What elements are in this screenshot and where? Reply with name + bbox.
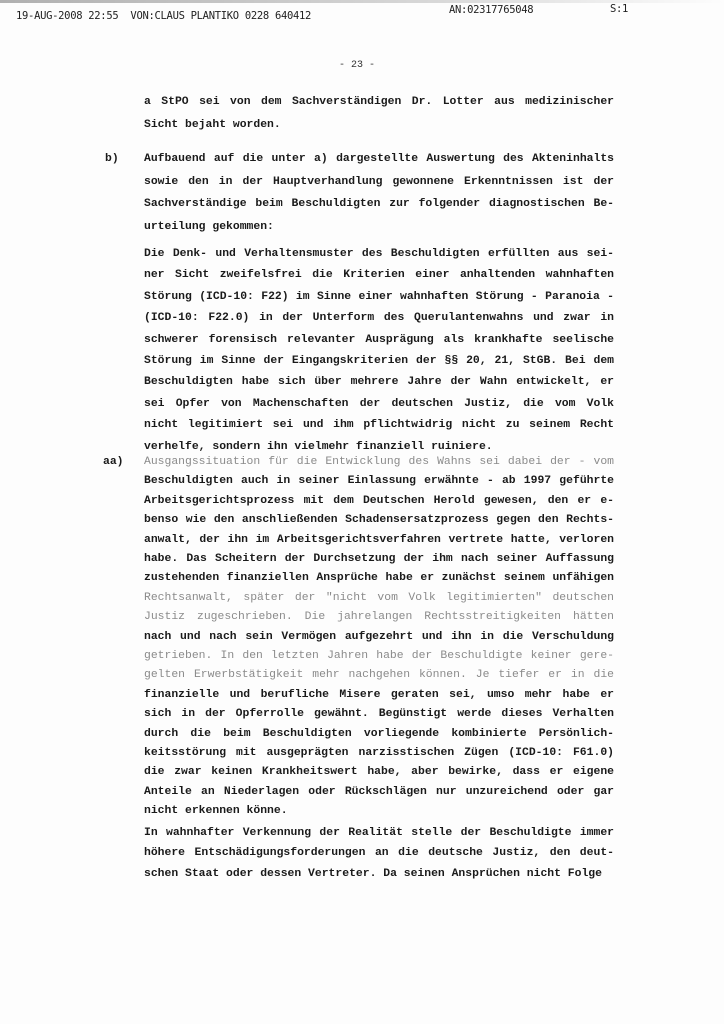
- section-aa-line: Ausgangssituation für die Entwicklung des Wahns sei dabei der - vom: [144, 456, 614, 468]
- section-aa-line: Beschuldigten auch in seiner Einlassung erwähnte - ab 1997 geführte: [144, 475, 614, 488]
- section-aa-line: finanzielle und berufliche Misere geraten sei, umso mehr habe er: [144, 688, 614, 701]
- section-aa-line: durch die beim Beschuldigten vorliegende kombinierte Persönlich-: [144, 727, 614, 740]
- section-aa-line: zustehenden finanziellen Ansprüche habe er zunächst seinem unfähigen: [144, 572, 614, 585]
- fax-sender: VON:CLAUS PLANTIKO 0228 640412: [130, 10, 312, 22]
- section-aa-line: habe. Das Scheitern der Durchsetzung der ihm nach seiner Auffassung: [144, 553, 614, 565]
- section-b-line: sowie den in der Hauptverhandlung gewonnene Erkenntnissen ist der: [144, 175, 614, 188]
- section-b-label: b): [105, 153, 119, 165]
- section-aa-line: die zwar keinen Krankheitswert habe, aber bewirke, dass er eigene: [144, 766, 614, 779]
- section-aa-line: gelten Erwerbstätigkeit mehr nachgehen können. Je tiefer er in die: [144, 669, 614, 682]
- section-b-line: Aufbauend auf die unter a) dargestellte Auswertung des Akteninhalts: [144, 153, 614, 165]
- section-aa-paragraph2-line: In wahnhafter Verkennung der Realität stelle der Beschuldigte immer: [144, 827, 614, 839]
- section-b-paragraph-line: nicht legitimiert sei und ihm pflichtwidrig nicht zu seinem Recht: [144, 419, 614, 432]
- section-aa-line: Justiz zugeschrieben. Die jahrelangen Rechtsstreitigkeiten hätten: [144, 611, 614, 624]
- section-aa-line: Arbeitsgerichtsprozess mit dem Deutschen Herold gewesen, den er e-: [144, 494, 614, 507]
- section-b-paragraph-line: (ICD-10: F22.0) in der Unterform des Querulantenwahns und zwar in: [144, 312, 614, 325]
- section-b-paragraph-line: Störung im Sinne der Eingangskriterien der §§ 20, 21, StGB. Bei dem: [144, 355, 614, 367]
- section-aa-line: nicht erkennen könne.: [144, 805, 288, 818]
- section-b-line: urteilung gekommen:: [144, 220, 274, 233]
- section-aa-line: benso wie den anschließenden Schadensersatzprozess gegen den Rechts-: [144, 514, 614, 527]
- intro-line: a StPO sei von dem Sachverständigen Dr. Lotter aus medizinischer: [144, 96, 614, 108]
- intro-line: Sicht bejaht worden.: [144, 118, 281, 131]
- section-aa-line: sich in der Opferrolle gewähnt. Begünstigt werde dieses Verhalten: [144, 708, 614, 721]
- section-aa-paragraph2-line: schen Staat oder dessen Vertreter. Da seinen Ansprüchen nicht Folge: [144, 867, 602, 880]
- section-aa-line: Rechtsanwalt, später der "nicht vom Volk legitimierten" deutschen: [144, 591, 614, 604]
- section-b-paragraph-line: sei Opfer von Machenschaften der deutschen Justiz, die vom Volk: [144, 397, 614, 410]
- section-aa-line: nach und nach sein Vermögen aufgezehrt und ihn in die Verschuldung: [144, 630, 614, 643]
- section-aa-line: anwalt, der ihn im Arbeitsgerichtsverfahren vertrete hatte, verloren: [144, 533, 614, 546]
- fax-recipient: AN:02317765048: [449, 4, 534, 16]
- section-b-paragraph-line: verhelfe, sondern ihn vielmehr finanziell ruiniere.: [144, 440, 493, 453]
- section-b-line: Sachverständige beim Beschuldigten zur folgender diagnostischen Be-: [144, 198, 614, 210]
- section-b-paragraph-line: Störung (ICD-10: F22) im Sinne einer wahnhaften Störung - Paranoia -: [144, 290, 614, 303]
- fax-date-time: 19-AUG-2008 22:55: [16, 10, 119, 22]
- page-number: - 23 -: [338, 60, 375, 71]
- section-aa-line: keitsstörung mit ausgeprägten narzisstischen Zügen (ICD-10: F61.0): [144, 747, 614, 759]
- section-aa-label: aa): [103, 456, 124, 468]
- fax-page: S:1: [610, 3, 629, 15]
- section-aa-line: Anteile an Niederlagen oder Rückschlägen nur unzureichend oder gar: [144, 785, 614, 798]
- section-aa-line: getrieben. In den letzten Jahren habe der Beschuldigte keiner gere-: [144, 650, 614, 662]
- section-b-paragraph-line: Die Denk- und Verhaltensmuster des Beschuldigten erfüllten aus sei-: [144, 248, 614, 260]
- section-b-paragraph-line: schwerer forensisch relevanter Ausprägung als krankhafte seelische: [144, 333, 614, 346]
- section-b-paragraph-line: ner Sicht zweifelsfrei die Kriterien einer anhaltenden wahnhaften: [144, 269, 614, 282]
- section-b-paragraph-line: Beschuldigten habe sich über mehrere Jahre der Wahn entwickelt, er: [144, 376, 614, 389]
- section-aa-paragraph2-line: höhere Entschädigungsforderungen an die deutsche Justiz, den deut-: [144, 847, 614, 860]
- fax-header-sender-line: [16, 10, 311, 22]
